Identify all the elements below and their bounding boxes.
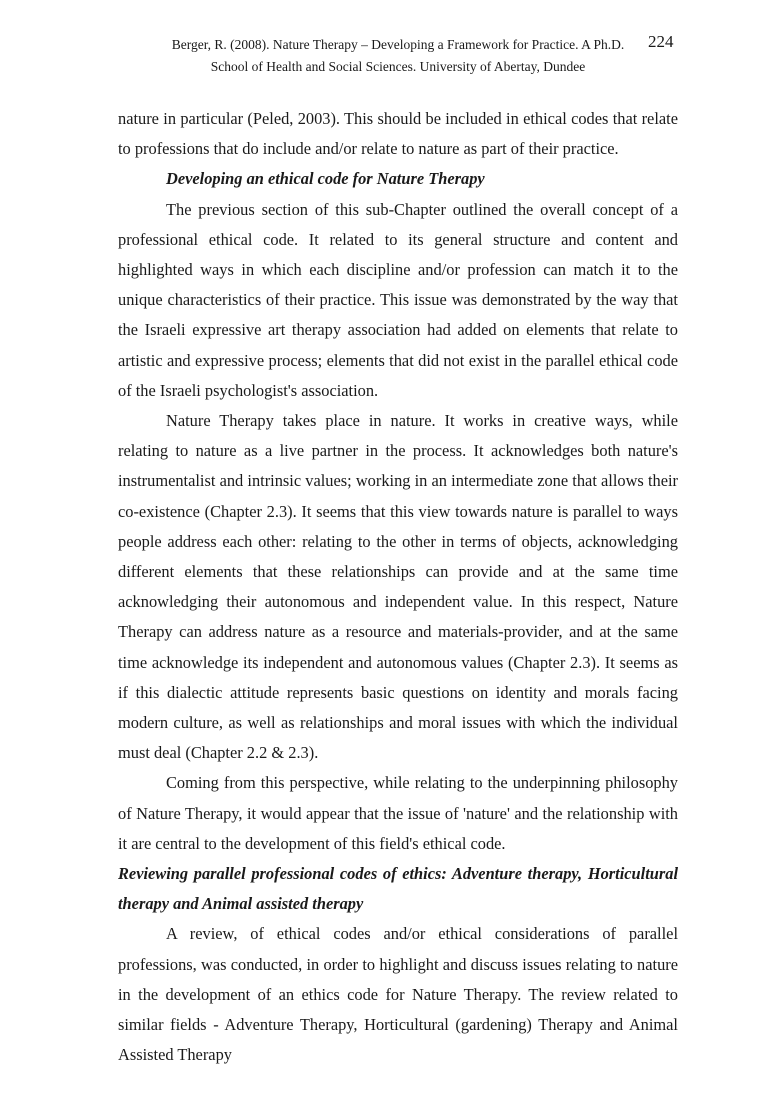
paragraph: A review, of ethical codes and/or ethical considerations of parallel professions, was conducted, in order to highlight and discuss issues relating to nature in the development of an ethics code for Nature Therapy. The review related to similar fields - Adventure Therapy, Horticultural (gardening) Therapy and Animal Assisted Therapy <box>118 924 678 1065</box>
paragraph-continuation: nature in particular (Peled, 2003). This should be included in ethical codes that relate to professions that do include and/or relate to nature as part of their practice. <box>118 109 678 159</box>
header-institution: School of Health and Social Sciences. University of Abertay, Dundee <box>210 59 586 74</box>
body-text <box>118 104 678 1071</box>
paragraph: Nature Therapy takes place in nature. It works in creative ways, while relating to nature as a live partner in the process. It acknowledges both nature's instrumentalist and intrinsic values; working in an intermediate zone that allows their co-existence (Chapter 2.3). It seems that this view towards nature is parallel to ways people address each other: relating to the other in terms of objects, acknowledging different elements that these relationships can provide and at the same time acknowledging their autonomous and independent value. In this respect, Nature Therapy can address nature as a resource and materials-provider, and at the same time acknowledge its independent and autonomous values (Chapter 2.3). It seems as if this dialectic attitude represents basic questions on identity and morals facing modern culture, as well as relationships and moral issues with which the individual must deal (Chapter 2.2 & 2.3). <box>118 411 678 763</box>
section-heading-parallel-codes: Reviewing parallel professional codes of ethics: Adventure therapy, Horticultural therapy and Animal assisted therapy <box>118 864 678 914</box>
running-header <box>118 34 678 78</box>
paragraph: Coming from this perspective, while relating to the underpinning philosophy of Nature Therapy, it would appear that the issue of 'nature' and the relationship with it are central to the development of this field's ethical code. <box>118 773 678 853</box>
section-heading-ethical-code: Developing an ethical code for Nature Therapy <box>166 169 485 189</box>
paragraph: The previous section of this sub-Chapter outlined the overall concept of a professional ethical code. It related to its general structure and content and highlighted ways in which each discipline and/or profession can match it to the unique characteristics of their practice. This issue was demonstrated by the way that the Israeli expressive art therapy association had added on elements that relate to artistic and expressive process; elements that did not exist in the parallel ethical code of the Israeli psychologist's association. <box>118 199 678 400</box>
page-number: 224 <box>648 32 674 51</box>
header-citation: Berger, R. (2008). Nature Therapy – Developing a Framework for Practice. A Ph.D. <box>171 37 625 52</box>
